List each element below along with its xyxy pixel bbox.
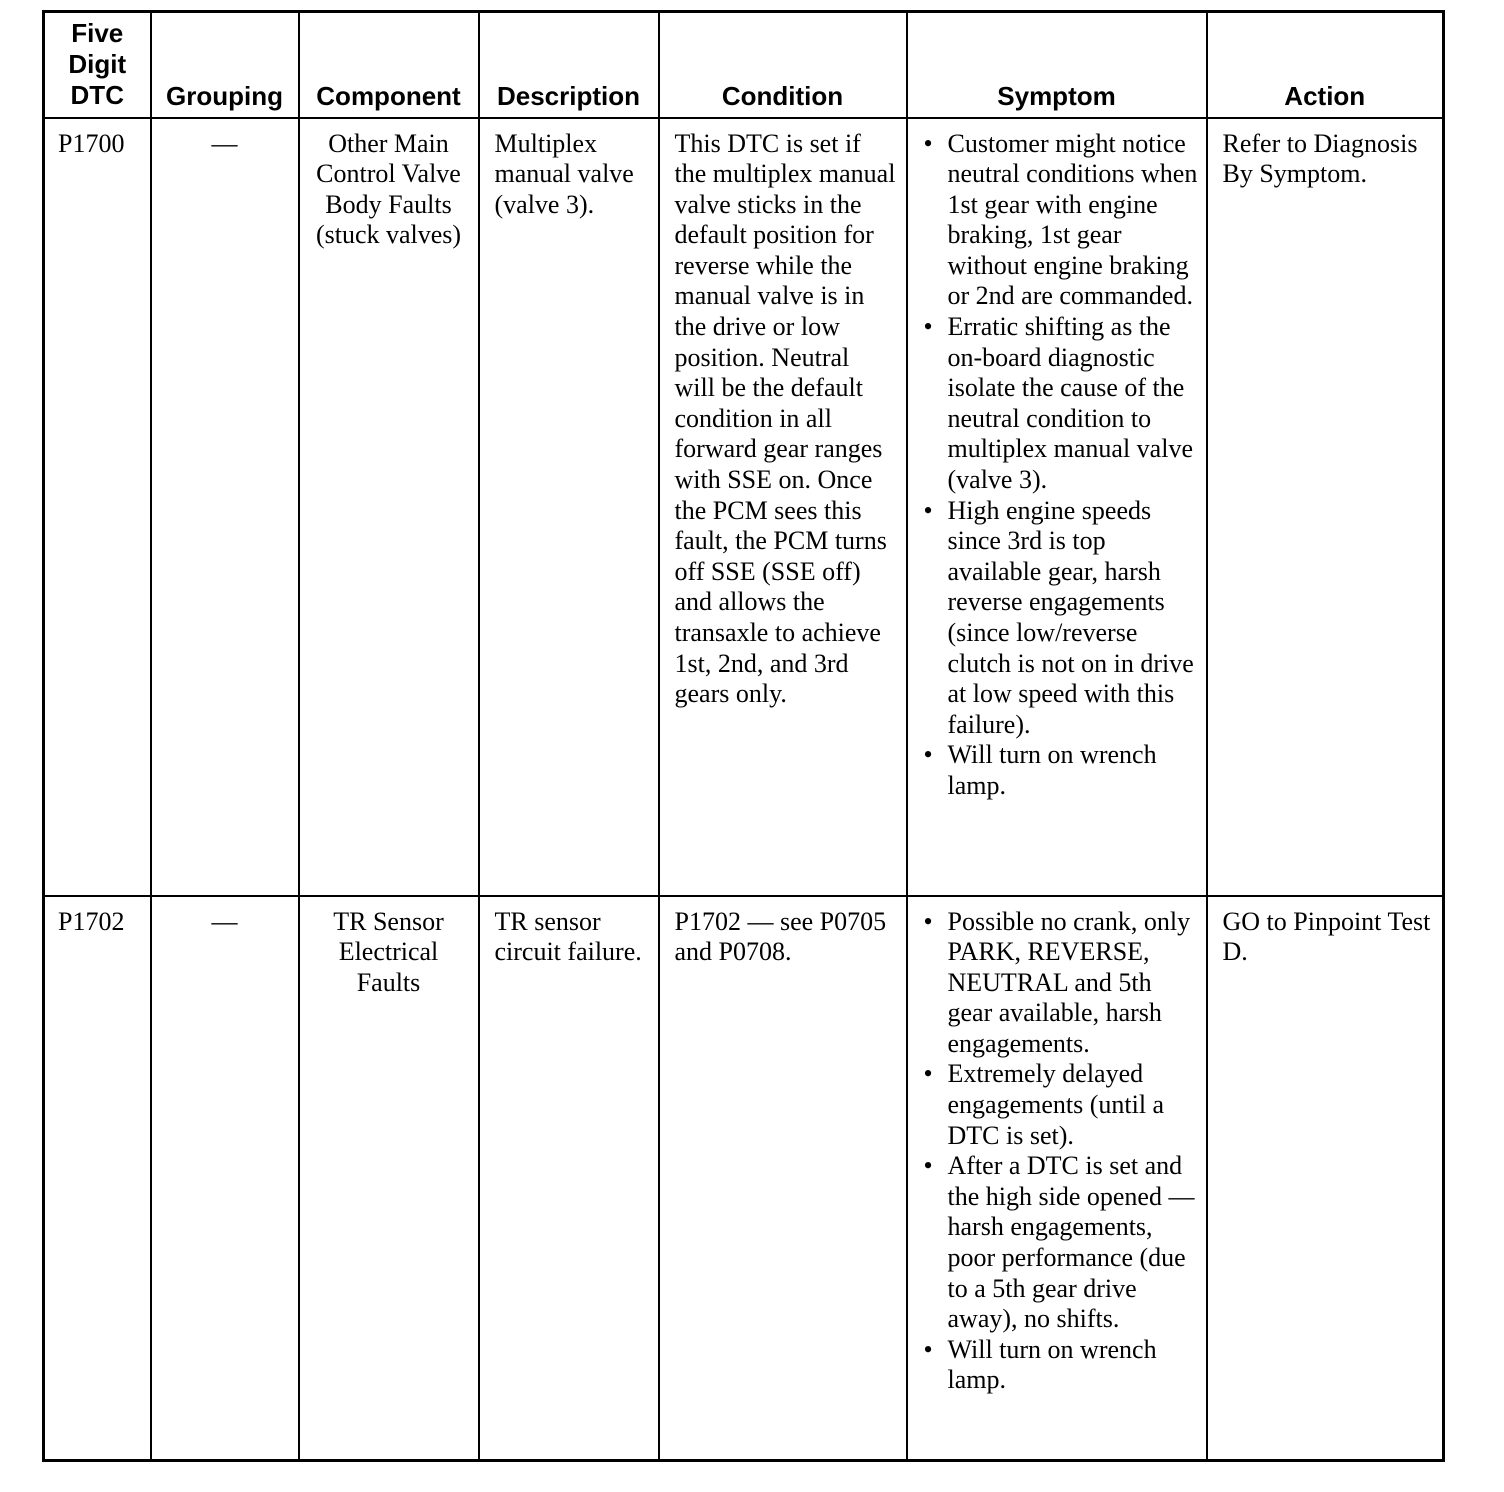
bullet-icon: •: [923, 1059, 933, 1089]
header-row: [44, 12, 1444, 118]
cell-description: Multiplex manual valve (valve 3).: [479, 118, 659, 896]
header-condition: Condition: [659, 12, 907, 118]
cell-dtc-code: P1702: [44, 896, 151, 1461]
bullet-icon: •: [923, 312, 933, 342]
symptom-item: • After a DTC is set and the high side opened — harsh engagements, poor performance (due to a 5th gear drive away), no shifts.: [923, 1151, 1195, 1334]
symptom-item: • Will turn on wrench lamp.: [923, 1334, 1157, 1395]
header-grouping: Grouping: [151, 12, 299, 118]
cell-grouping: —: [151, 118, 299, 896]
symptom-list: [922, 907, 1200, 1397]
cell-symptom: [907, 896, 1207, 1461]
cell-condition: This DTC is set if the multiplex manual valve sticks in the default position for reverse while the manual valve is in the drive or low position. Neutral will be the default condition in all forward gear ranges with SSE on. Once the PCM sees this fault, the PCM turns off SSE (SSE off) and allows the transaxle to achieve 1st, 2nd, and 3rd gears only.: [659, 118, 907, 896]
symptom-item: • Will turn on wrench lamp.: [923, 740, 1157, 800]
bullet-icon: •: [923, 1151, 933, 1181]
cell-symptom: [907, 118, 1207, 896]
bullet-icon: •: [923, 740, 933, 770]
cell-dtc-code: P1700: [44, 118, 151, 896]
dtc-table: [42, 10, 1445, 1462]
cell-component: Other Main Control Valve Body Faults (stuck valves): [299, 118, 479, 896]
header-five-digit-dtc: Five Digit DTC: [44, 12, 151, 118]
header-symptom: Symptom: [907, 12, 1207, 118]
bullet-icon: •: [923, 906, 933, 936]
cell-grouping: —: [151, 896, 299, 1461]
symptom-item: • Possible no crank, only PARK, REVERSE, NEUTRAL and 5th gear available, harsh engagements.: [923, 906, 1191, 1058]
symptom-item: • Erratic shifting as the on-board diagnostic isolate the cause of the neutral condition to multiplex manual valve (valve 3).: [923, 312, 1193, 495]
bullet-icon: •: [923, 128, 933, 158]
table-row: [44, 118, 1444, 896]
symptom-item: • High engine speeds since 3rd is top available gear, harsh reverse engagements (since low/reverse clutch is not on in drive at low speed with this failure).: [923, 495, 1194, 739]
cell-action: Refer to Diagnosis By Symptom.: [1207, 118, 1444, 896]
cell-action: GO to Pinpoint Test D.: [1207, 896, 1444, 1461]
cell-description: TR sensor circuit failure.: [479, 896, 659, 1461]
table-row: [44, 896, 1444, 1461]
cell-condition: P1702 — see P0705 and P0708.: [659, 896, 907, 1461]
symptom-item: • Customer might notice neutral conditions when 1st gear with engine braking, 1st gear without engine braking or 2nd are commanded.: [923, 128, 1198, 311]
symptom-item: • Extremely delayed engagements (until a DTC is set).: [923, 1059, 1165, 1150]
symptom-list: [922, 129, 1200, 802]
bullet-icon: •: [923, 1334, 933, 1364]
header-description: Description: [479, 12, 659, 118]
header-action: Action: [1207, 12, 1444, 118]
cell-component: TR Sensor Electrical Faults: [299, 896, 479, 1461]
bullet-icon: •: [923, 495, 933, 525]
header-component: Component: [299, 12, 479, 118]
